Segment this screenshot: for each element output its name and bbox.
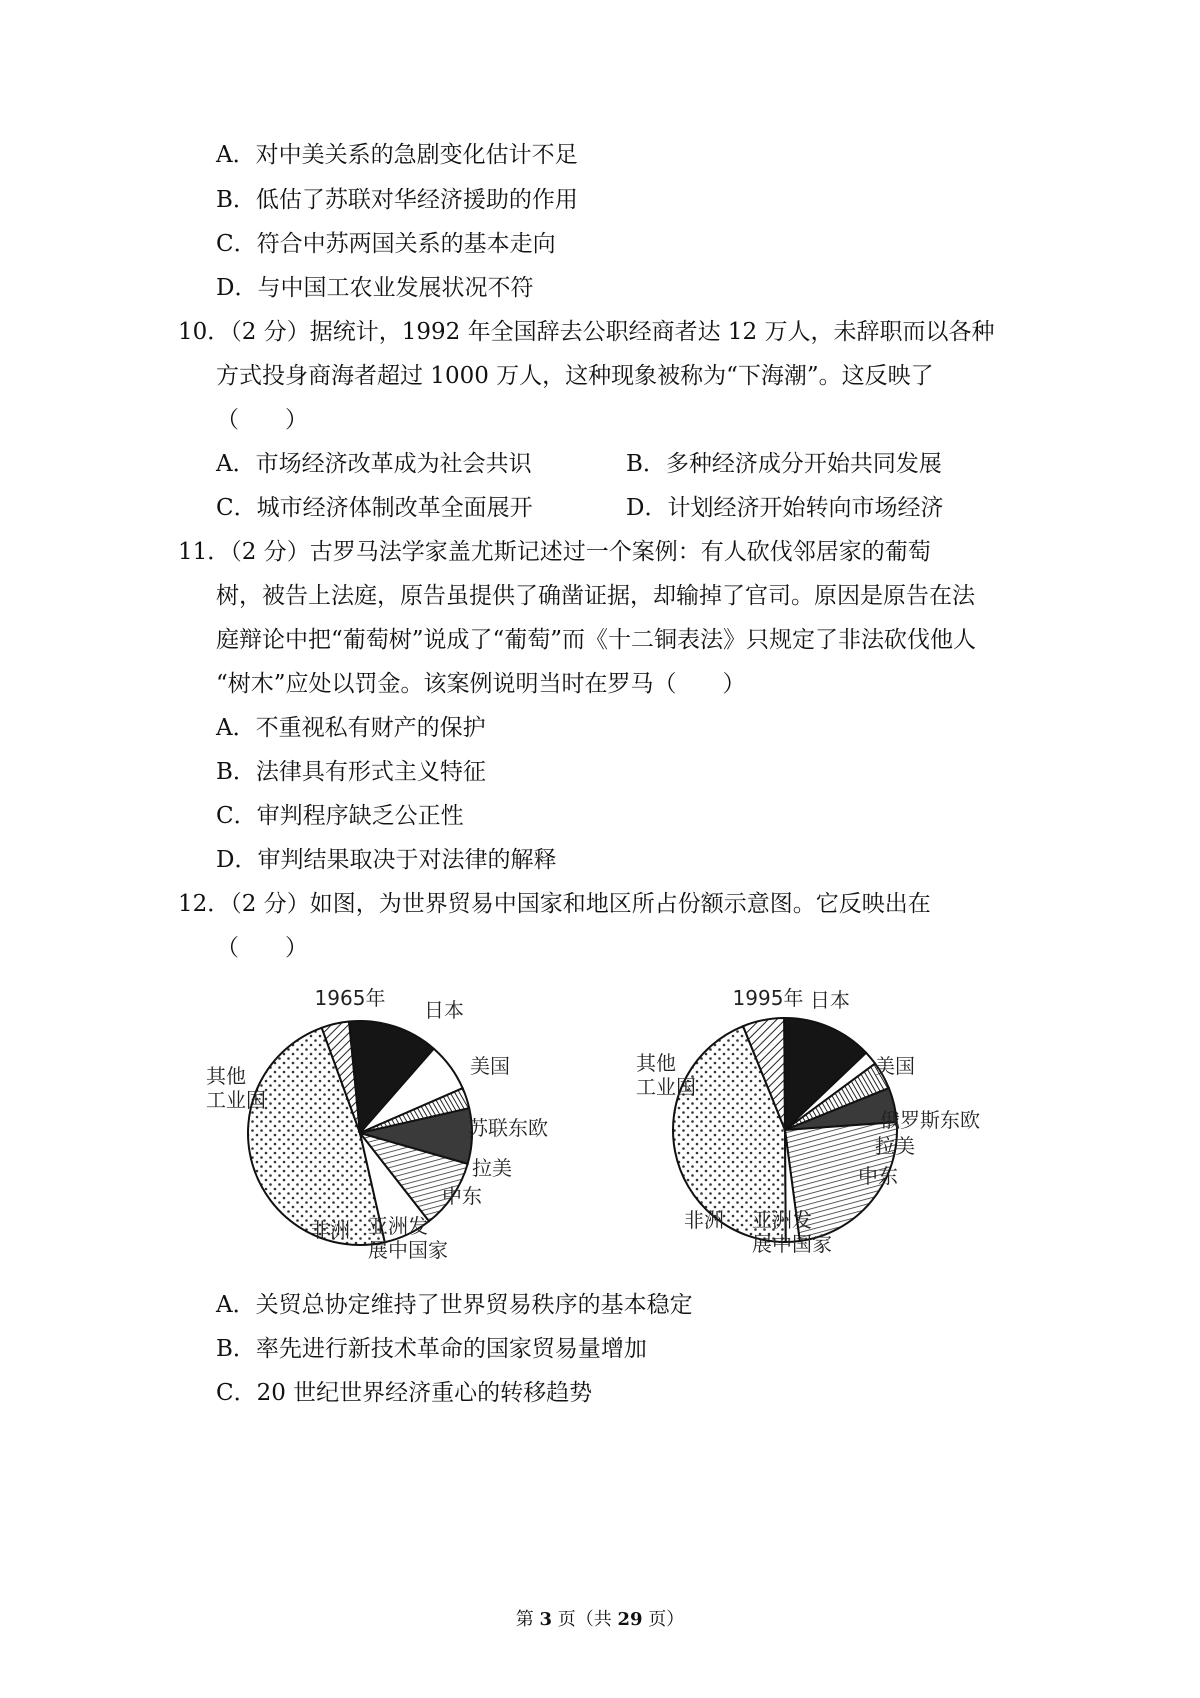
q12-answer-blank: （ ） [216,935,308,961]
q9-option-a[interactable]: A．对中美关系的急剧变化估计不足 [216,142,578,168]
pie-1995-svg [600,975,1040,1295]
q9-option-c[interactable]: C．符合中苏两国关系的基本走向 [216,231,556,257]
pie-label: 日本 [424,998,464,1022]
q12-stem-line-1: 12．（2 分）如图，为世界贸易中国家和地区所占份额示意图。它反映出在 [178,891,931,917]
page-footer: 第 3 页（共 29 页） [515,1609,685,1630]
q11-stem-line-3: 庭辩论中把“葡萄树”说成了“葡萄”而《十二铜表法》只规定了非法砍伐他人 [216,627,977,653]
q12-number: 12． [178,891,231,917]
pie-label: 俄罗斯东欧 [880,1108,980,1132]
q11-option-c[interactable]: C．审判程序缺乏公正性 [216,803,464,829]
pie-label: 其他工业国 [636,1051,696,1099]
q12-option-c[interactable]: C．20 世纪世界经济重心的转移趋势 [216,1380,593,1406]
pie-label: 其他工业国 [206,1064,266,1112]
pie-title: 1995年 [732,986,804,1010]
q10-option-a[interactable]: A．市场经济改革成为社会共识 [216,451,532,477]
q11-stem-line-4: “树木”应处以罚金。该案例说明当时在罗马（ ） [216,671,746,697]
q11-option-d[interactable]: D．审判结果取决于对法律的解释 [216,847,557,873]
q10-option-d[interactable]: D．计划经济开始转向市场经济 [626,495,944,521]
q11-option-a[interactable]: A．不重视私有财产的保护 [216,715,486,741]
q10-number: 10． [178,319,231,345]
pie-label: 中东 [858,1164,898,1188]
q10-stem-line-2: 方式投身商海者超过 1000 万人，这种现象被称为“下海潮”。这反映了 [216,363,934,389]
q12-option-a[interactable]: A．关贸总协定维持了世界贸易秩序的基本稳定 [216,1292,693,1318]
current-page-number: 3 [539,1609,552,1630]
pie-chart-1995 [600,975,1040,1295]
pie-label: 拉美 [472,1156,512,1180]
q10-option-c[interactable]: C．城市经济体制改革全面展开 [216,495,533,521]
total-page-count: 29 [617,1609,643,1630]
q11-option-b[interactable]: B．法律具有形式主义特征 [216,759,486,785]
q9-option-d[interactable]: D．与中国工农业发展状况不符 [216,275,534,301]
pie-label: 非洲 [684,1208,724,1232]
q12-option-b[interactable]: B．率先进行新技术革命的国家贸易量增加 [216,1336,647,1362]
q9-option-b[interactable]: B．低估了苏联对华经济援助的作用 [216,187,578,213]
pie-label: 拉美 [875,1134,915,1158]
pie-label: 亚洲发展中国家 [752,1208,832,1256]
pie-title: 1965年 [314,986,386,1010]
q11-stem-line-2: 树，被告上法庭，原告虽提供了确凿证据，却输掉了官司。原因是原告在法 [216,583,975,609]
q11-number: 11． [178,539,231,565]
q10-option-b[interactable]: B．多种经济成分开始共同发展 [626,451,942,477]
pie-label: 日本 [810,988,850,1012]
pie-label: 中东 [442,1184,482,1208]
pie-label: 美国 [470,1054,510,1078]
pie-label: 非洲 [310,1218,350,1242]
pie-label: 美国 [875,1054,915,1078]
q10-stem-line-1: 10．（2 分）据统计，1992 年全国辞去公职经商者达 12 万人，未辞职而以各种 [178,319,995,345]
q11-stem-line-1: 11．（2 分）古罗马法学家盖尤斯记述过一个案例：有人砍伐邻居家的葡萄 [178,539,931,565]
q10-answer-blank: （ ） [216,407,308,433]
pie-chart-1965 [160,975,600,1295]
pie-label: 亚洲发展中国家 [368,1214,448,1262]
pie-label: 苏联东欧 [468,1116,548,1140]
pie-1965-svg [160,975,600,1295]
